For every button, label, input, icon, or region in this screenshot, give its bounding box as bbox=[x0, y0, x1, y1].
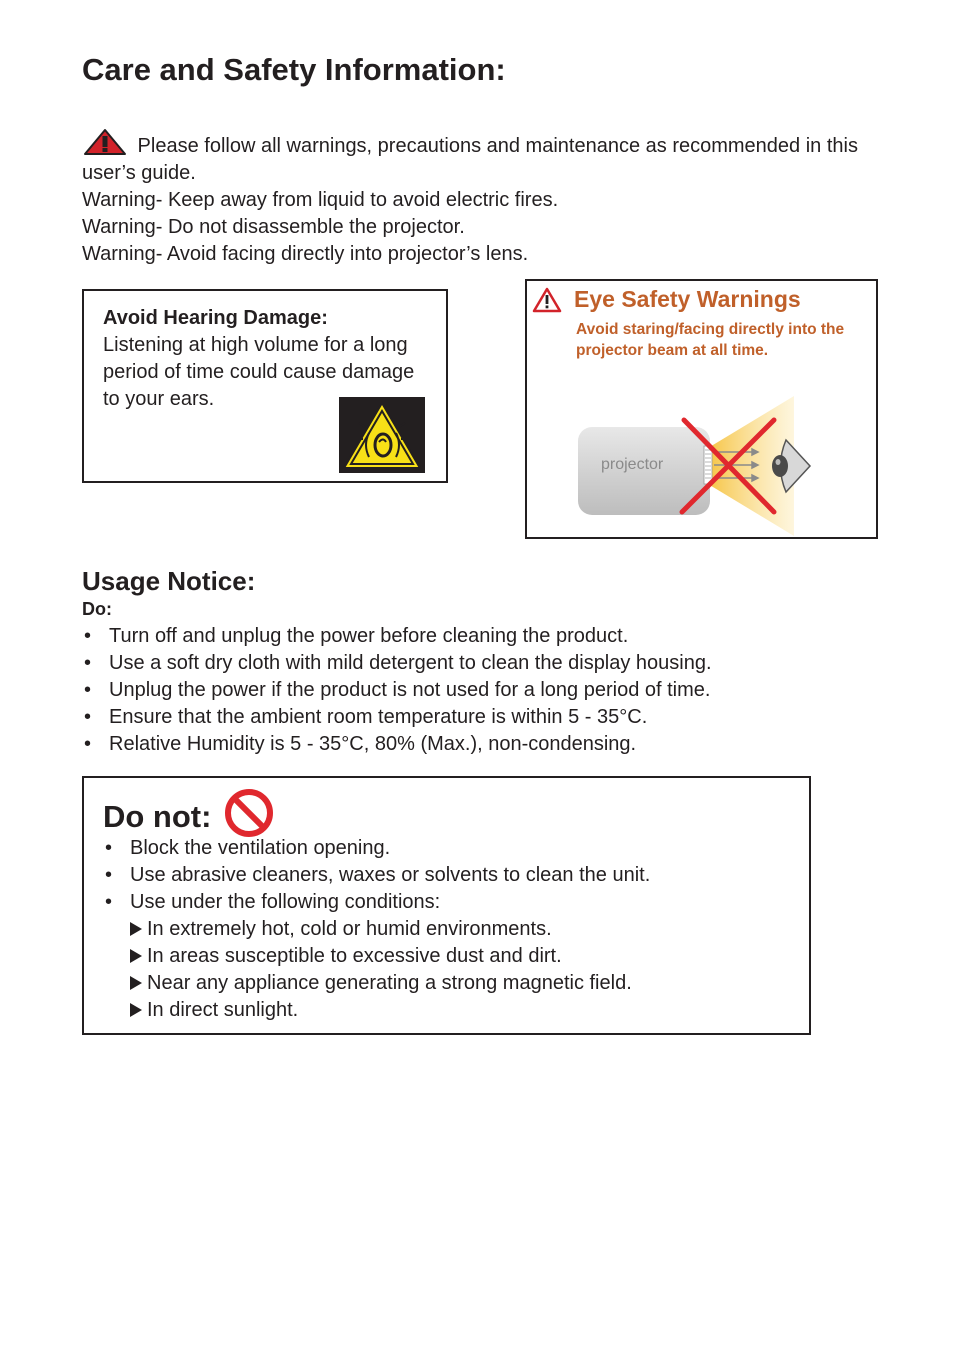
eye-safety-body: Avoid staring/facing directly into the projector beam at all time. bbox=[576, 321, 845, 359]
warning-line-3: Warning- Avoid facing directly into projector’s lens. bbox=[82, 243, 529, 265]
intro-line bbox=[82, 128, 892, 187]
eye-safety-title: Eye Safety Warnings bbox=[574, 286, 801, 312]
page-title: Care and Safety Information: bbox=[82, 52, 506, 87]
list-item: • Unplug the power if the product is not used for a long period of time. bbox=[82, 677, 912, 704]
usage-notice-title: Usage Notice: bbox=[82, 566, 256, 596]
prohibited-icon bbox=[224, 788, 274, 838]
triangle-bullet-icon bbox=[130, 1003, 142, 1017]
condition-item: In extremely hot, cold or humid environments. bbox=[103, 916, 793, 943]
warning-line-1: Warning- Keep away from liquid to avoid electric fires. bbox=[82, 189, 559, 211]
hearing-title: Avoid Hearing Damage: bbox=[103, 307, 328, 329]
list-item: • Use under the following conditions: bbox=[103, 889, 793, 916]
list-item: • Turn off and unplug the power before cleaning the product. bbox=[82, 623, 912, 650]
warning-triangle-icon bbox=[532, 287, 562, 313]
hearing-body: Listening at high volume for a long period of time could cause damage to your ears. bbox=[103, 334, 415, 410]
warning-triangle-icon bbox=[82, 128, 128, 156]
list-item: • Ensure that the ambient room temperature is within 5 - 35°C. bbox=[82, 704, 912, 731]
projector-label: projector bbox=[601, 456, 664, 473]
list-item: • Relative Humidity is 5 - 35°C, 80% (Max.), non-condensing. bbox=[82, 731, 912, 758]
condition-item: In areas susceptible to excessive dust and dirt. bbox=[103, 943, 793, 970]
do-not-title: Do not: bbox=[103, 799, 212, 834]
list-item: • Use a soft dry cloth with mild detergent to clean the display housing. bbox=[82, 650, 912, 677]
condition-item: In direct sunlight. bbox=[103, 997, 793, 1024]
intro-section bbox=[82, 128, 892, 268]
list-item: • Block the ventilation opening. bbox=[103, 835, 793, 862]
condition-item: Near any appliance generating a strong magnetic field. bbox=[103, 970, 793, 997]
hearing-warning-icon bbox=[339, 397, 425, 473]
projector-beam-illustration bbox=[528, 390, 876, 536]
warning-line-2: Warning- Do not disassemble the projector. bbox=[82, 216, 465, 238]
do-label: Do: bbox=[82, 599, 112, 619]
triangle-bullet-icon bbox=[130, 922, 142, 936]
do-not-list bbox=[103, 835, 793, 1024]
do-list bbox=[82, 623, 912, 758]
triangle-bullet-icon bbox=[130, 949, 142, 963]
triangle-bullet-icon bbox=[130, 976, 142, 990]
intro-text: Please follow all warnings, precautions and maintenance as recommended in this user’s guide. bbox=[82, 135, 858, 184]
list-item: • Use abrasive cleaners, waxes or solvents to clean the unit. bbox=[103, 862, 793, 889]
